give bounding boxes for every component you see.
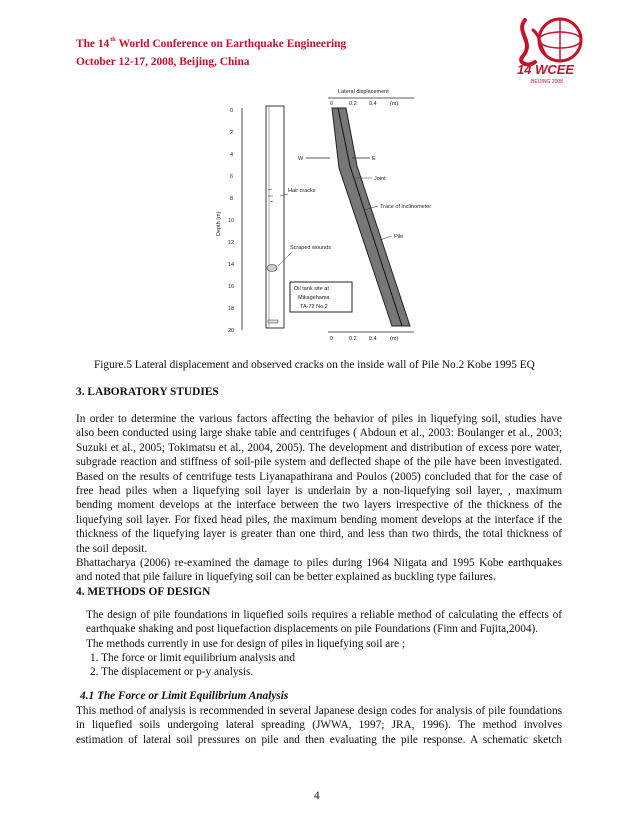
s3-line-9: thickness of the liquefying layer is greater than one third, and less than two thirds, the total thickness of: [76, 528, 562, 541]
s3-line-7: bending moment develops at the interface between the two layers irrespective of the thickness of the: [76, 499, 562, 512]
site-line-3: TA-72 No.2: [300, 304, 328, 310]
depth-tick-4: 4: [230, 152, 234, 158]
east-label: E: [372, 156, 376, 162]
s3-line-8: liquefying soil layer. For fixed head piles, the maximum bending moment develops at the interface if the: [76, 513, 562, 526]
s3-line-2: also been conducted using large shake table and centrifuges ( Abdoun et al., 2003: Boulanger et al., 2003;: [76, 427, 562, 440]
s3-line-6: free head piles when a liquefying soil layer is underlain by a non-liquefying soil layer, , maximum: [76, 485, 562, 498]
bottom-tick-unit: (m): [390, 336, 399, 342]
bottom-tick-0.4: 0.4: [369, 336, 377, 342]
section-3-heading: 3. LABORATORY STUDIES: [76, 386, 219, 398]
site-line-2: Mikagehama: [298, 295, 330, 301]
logo-subtext: BEIJING 2008: [531, 79, 563, 85]
s41-line-2: in liquefied soils undergoing lateral spreading (JWWA, 1997; JRA, 1996). The method involves: [76, 719, 562, 732]
depth-tick-12: 12: [228, 240, 235, 246]
depth-tick-14: 14: [228, 262, 235, 268]
figure-5-pile-diagram: [214, 86, 434, 352]
s41-line-1: This method of analysis is recommended in several Japanese design codes for analysis of pile foundations: [76, 705, 562, 717]
top-tick-0: 0: [330, 101, 334, 107]
top-tick-0.2: 0.2: [349, 101, 357, 107]
joint-label: Joint: [374, 176, 386, 182]
wcee-logo: [505, 12, 595, 87]
hair-cracks-label: Hair cracks: [288, 188, 316, 194]
method-list-item-1: 1. The force or limit equilibrium analysis and: [90, 652, 295, 664]
page-number: 4: [314, 790, 320, 802]
s3-line-5: Based on the results of centrifuge tests Liyanapathirana and Poulos (2005) concluded that for the case of: [76, 470, 562, 483]
section-4-1-heading: 4.1 The Force or Limit Equilibrium Analysis: [80, 690, 289, 702]
depth-tick-20: 20: [228, 328, 235, 334]
depth-tick-8: 8: [230, 196, 234, 202]
s3-line-4: subgrade reaction and stiffness of soil-pile system and deflected shape of the pile have been investigated.: [76, 456, 562, 469]
depth-tick-10: 10: [228, 218, 235, 224]
bottom-tick-0: 0: [330, 336, 334, 342]
s3-line-1: In order to determine the various factors affecting the behavior of piles in liquefying soil, studies have: [76, 413, 562, 425]
section-4-1-paragraph: [76, 704, 562, 747]
figure-caption: Figure.5 Lateral displacement and observed cracks on the inside wall of Pile No.2 Kobe 1995 EQ: [94, 359, 535, 371]
pile-label: Pile: [394, 234, 404, 240]
lateral-displacement-title: Lateral displacement: [338, 89, 389, 95]
section-3-paragraph: [76, 412, 562, 585]
depth-tick-6: 6: [230, 174, 234, 180]
header-line-2: October 12-17, 2008, Beijing, China: [76, 56, 250, 68]
pile-wall-strip: [266, 106, 284, 328]
scraped-wounds-label: Scraped wounds: [290, 245, 331, 251]
conference-header: [76, 36, 346, 70]
s4-line-1: The design of pile foundations in liquefied soils requires a reliable method of calculating the effects of: [86, 609, 562, 621]
s3-line-12: and noted that pile failure in liquefying soil can be better explained as buckling type failures.: [76, 571, 496, 584]
scraped-wound-mark: [267, 265, 277, 272]
section-4-heading: 4. METHODS OF DESIGN: [76, 586, 211, 598]
depth-tick-2: 2: [230, 130, 234, 136]
s41-line-3: estimation of lateral soil pressures on pile and then evaluating the pile response. A schematic sketch: [76, 733, 562, 746]
s3-line-11: Bhattacharya (2006) re-examined the damage to piles during 1964 Niigata and 1995 Kobe earthquakes: [76, 557, 562, 570]
method-list-item-2: 2. The displacement or p-y analysis.: [90, 666, 254, 678]
trace-label: Trace of inclinometer: [380, 204, 432, 210]
depth-tick-18: 18: [228, 306, 235, 312]
s4-line-3: The methods currently in use for design of piles in liquefying soil are ;: [86, 637, 406, 650]
section-4-paragraph: [86, 608, 562, 651]
s3-line-10: the soil deposit.: [76, 542, 148, 555]
depth-ticks: [228, 108, 234, 334]
depth-axis-label: Depth (m): [216, 211, 222, 236]
logo-text: 14 WCEE: [517, 62, 575, 77]
s4-line-2: earthquake shaking and post liquefaction displacements on pile Foundations (Finn and Fujita,2004).: [86, 623, 539, 636]
header-line-1: The 14th World Conference on Earthquake Engineering: [76, 37, 347, 50]
top-tick-0.4: 0.4: [369, 101, 377, 107]
depth-tick-16: 16: [228, 284, 235, 290]
depth-tick-0: 0: [230, 108, 234, 114]
top-tick-unit: (m): [390, 101, 399, 107]
s3-line-3: Suzuki et al., 2005; Tokimatsu et al., 2004, 2005). The development and distribution of excess pore water,: [76, 441, 562, 454]
site-line-1: Oil tank site at: [294, 286, 329, 292]
bottom-tick-0.2: 0.2: [349, 336, 357, 342]
west-label: W: [298, 156, 304, 162]
